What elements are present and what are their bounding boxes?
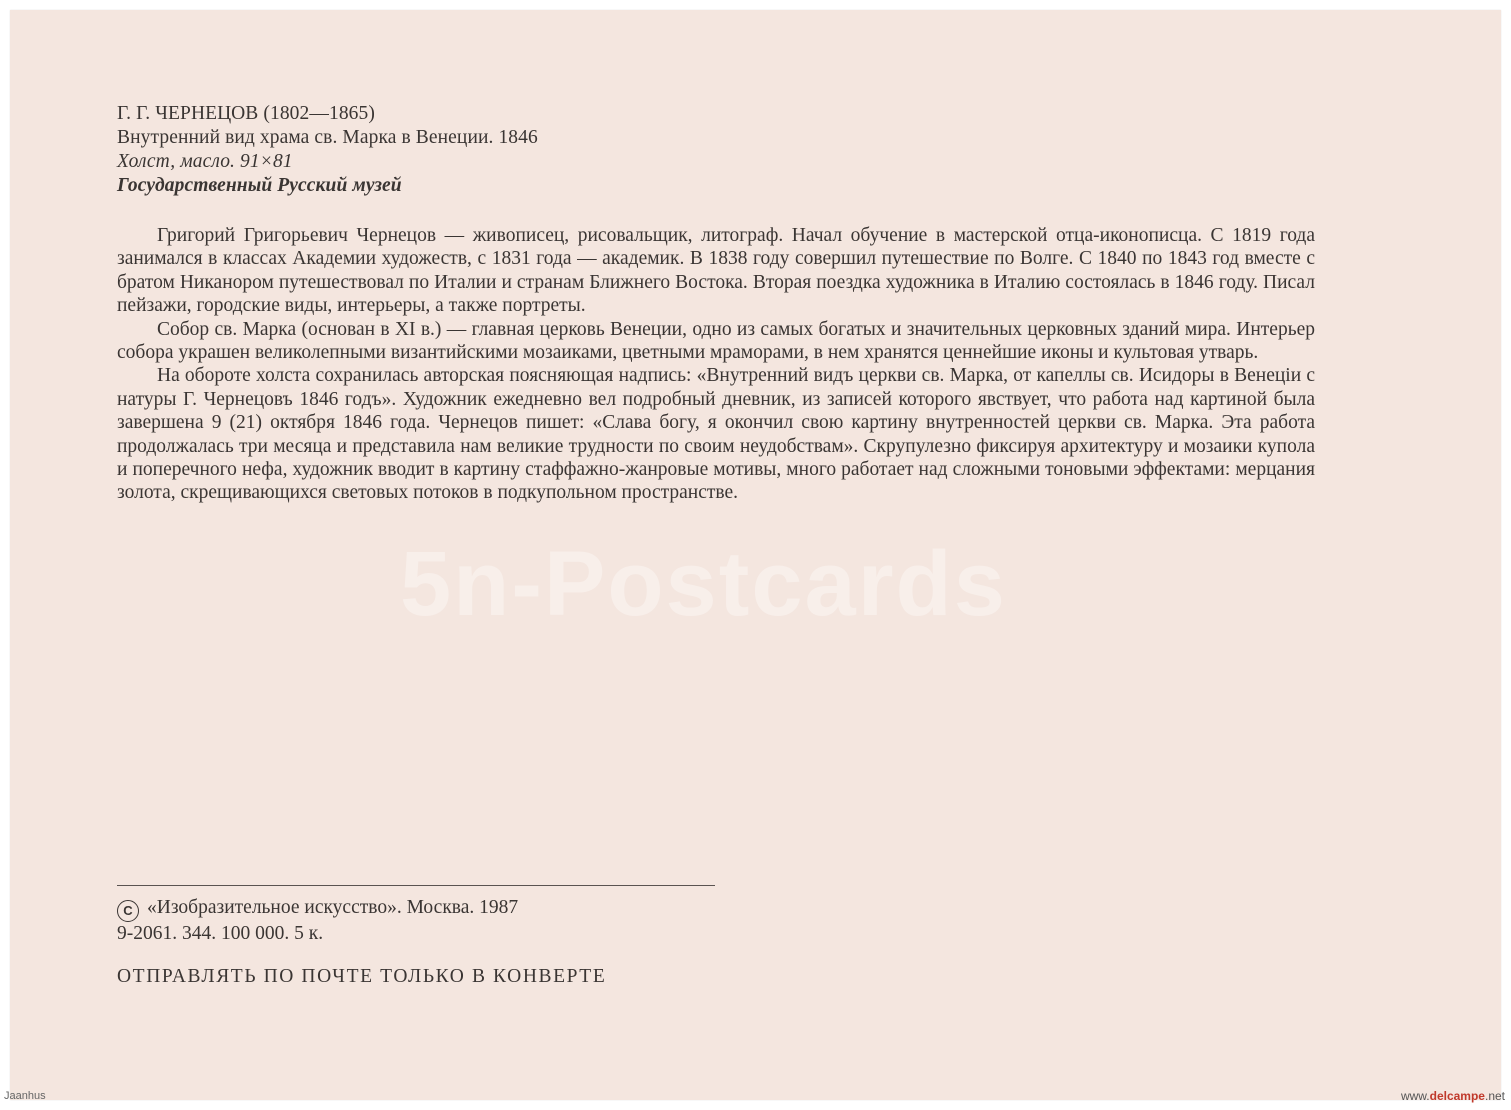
museum-name: Государственный Русский музей: [117, 175, 402, 196]
publisher-line: [117, 896, 518, 922]
site-credit: [1401, 1089, 1505, 1103]
paragraph: Григорий Григорьевич Чернецов — живописец, рисовальщик, литограф. Начал обучение в мастерской отца-иконописца. С 1819 года занимался в классах Академии художеств, с 1831 года — академик. В 1838 году совершил путешествие по Волге. С 1840 по 1843 год вместе с братом Никанором путешествовал по Италии и странам Ближнего Востока. Вторая поездка художника в Италию состоялась в 1846 году. Писал пейзажи, городские виды, интерьеры, а также портреты.: [117, 225, 1315, 317]
mail-instruction: ОТПРАВЛЯТЬ ПО ПОЧТЕ ТОЛЬКО В КОНВЕРТЕ: [117, 966, 607, 987]
watermark: 5n-Postcards: [400, 533, 1007, 635]
paragraph: На обороте холста сохранилась авторская поясняющая надпись: «Внутренний видъ церкви св. Марка, от капеллы св. Исидоры в Венеціи с натуры Г. Чернецовъ 1846 годъ». Художник ежедневно вел подробный дневник, из записей которого явствует, что работа над картиной была завершена 9 (21) октября 1846 года. Чернецов пишет: «Слава богу, я окончил свою картину внутренностей церкви св. Марка. Эта работа продолжалась три месяца и представила нам великие трудности по своим неудобствам». Скрупулезно фиксируя архитектуру и мозаики купола и поперечного нефа, художник вводит в картину стаффажно-жанровые мотивы, много работает над сложными тоновыми эффектами: мерцания золота, скрещивающихся световых потоков в подкупольном пространстве.: [117, 365, 1315, 504]
paragraph: Собор св. Марка (основан в XI в.) — главная церковь Венеции, одно из самых богатых и значительных церковных зданий мира. Интерьер собора украшен великолепными византийскими мозаиками, цветными мраморами, в нем хранятся ценнейшие иконы и культовая утварь.: [117, 318, 1315, 364]
author-line: [117, 102, 538, 126]
painting-title: Внутренний вид храма св. Марка в Венеции. 1846: [117, 127, 538, 148]
uploader-credit: Jaanhus: [4, 1090, 46, 1102]
site-brand: delcampe: [1429, 1089, 1485, 1103]
copyright-icon: C: [117, 900, 139, 922]
divider: [117, 885, 715, 886]
site-prefix: www.: [1400, 1089, 1430, 1103]
painting-medium: Холст, масло. 91×81: [117, 151, 293, 172]
site-suffix: .net: [1484, 1089, 1505, 1103]
publisher-name: «Изобразительное искусство». Москва. 1987: [147, 897, 519, 918]
caption-block: [117, 102, 538, 198]
postcard-back: [10, 10, 1501, 1100]
author-years: (1802—1865): [263, 103, 375, 124]
description-text: [117, 224, 1315, 505]
imprint-block: [117, 896, 518, 946]
author-name: Г. Г. ЧЕРНЕЦОВ: [117, 103, 259, 124]
print-code: 9-2061. 344. 100 000. 5 к.: [117, 923, 324, 944]
